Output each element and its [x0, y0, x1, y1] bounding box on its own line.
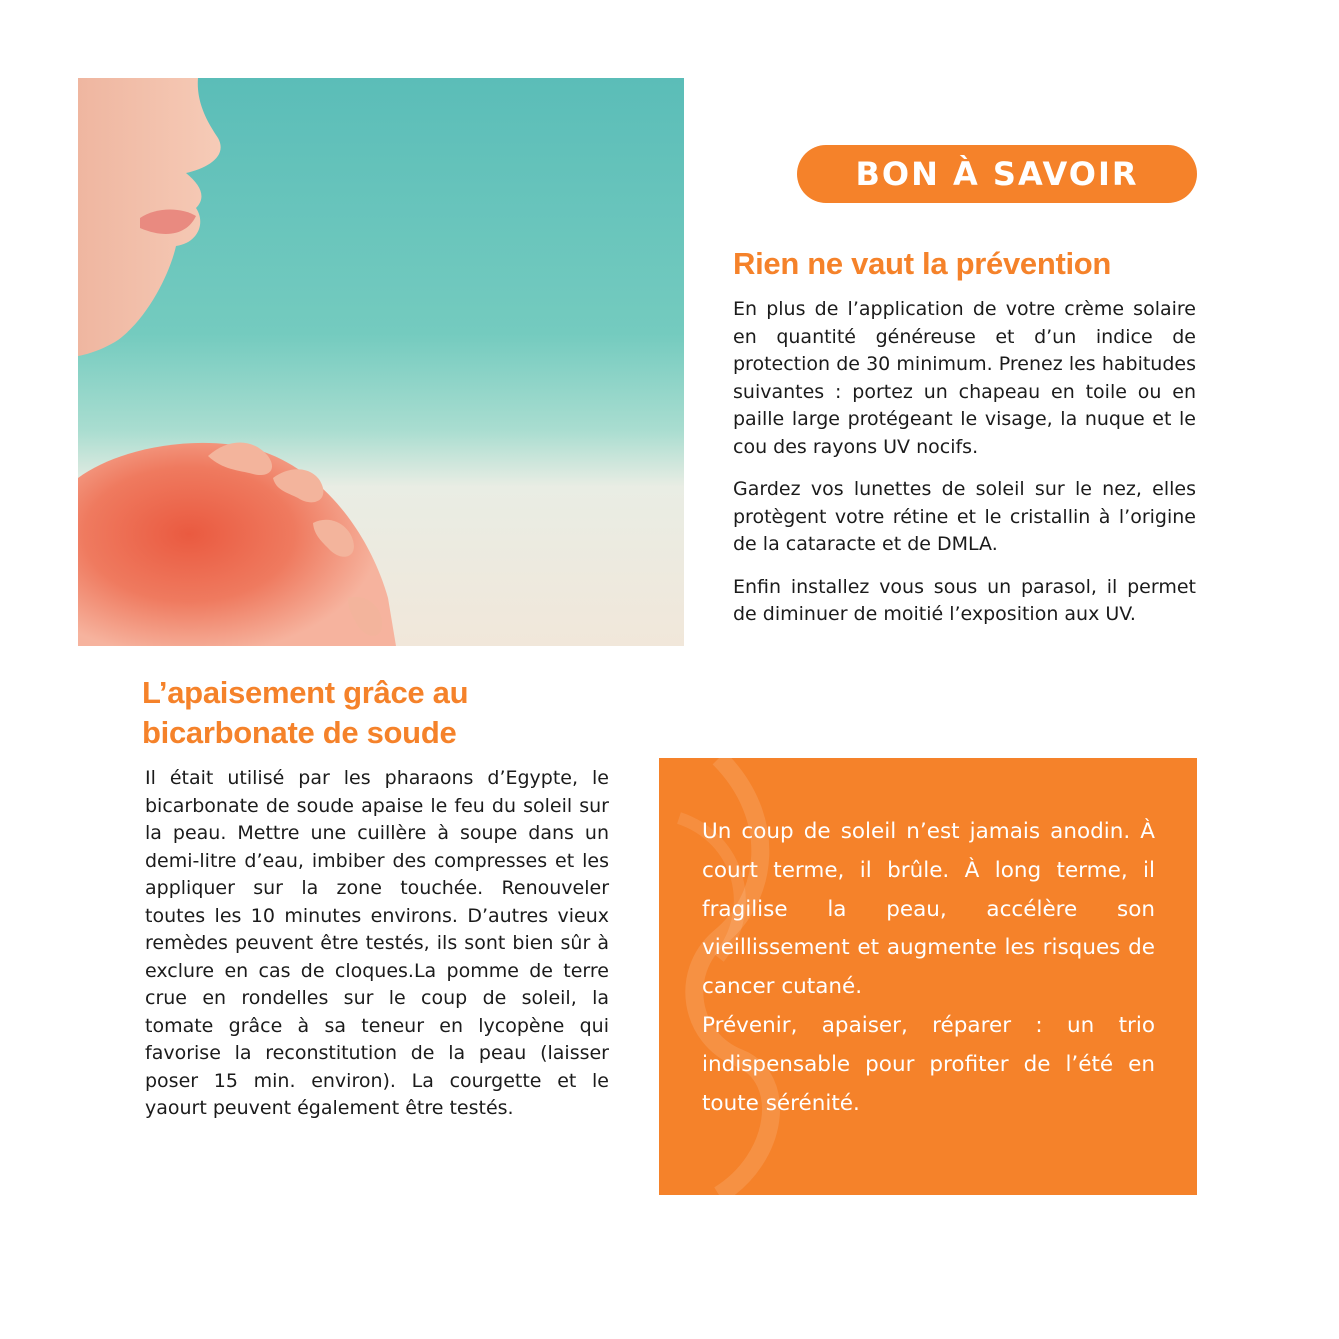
sunburn-illustration [78, 78, 684, 646]
callout-text [702, 813, 1155, 1123]
apaisement-title: L’apaisement grâce au bicarbonate de soude [142, 675, 469, 750]
callout-paragraph: Un coup de soleil n’est jamais anodin. À court terme, il brûle. À long terme, il fragilise la peau, accélère son vieillissement et augmente les risques de cancer cutané. [702, 819, 1155, 1000]
callout-paragraph: Prévenir, apaiser, réparer : un trio indispensable pour profiter de l’été en toute sérénité. [702, 1012, 1155, 1116]
callout-box [659, 758, 1197, 1195]
prevention-paragraph: Gardez vos lunettes de soleil sur le nez, elles protègent votre rétine et le cristallin à l’origine de la cataracte et de DMLA. [733, 478, 1196, 555]
prevention-paragraph: En plus de l’application de votre crème solaire en quantité généreuse et d’un indice de protection de 30 minimum. Prenez les habitudes suivantes : portez un chapeau en toile ou en paille large protégeant le visage, la nuque et le cou des rayons UV nocifs. [733, 298, 1196, 458]
prevention-paragraph: Enfin installez vous sous un parasol, il permet de diminuer de moitié l’exposition aux UV. [733, 575, 1196, 625]
bon-a-savoir-badge: BON À SAVOIR [797, 145, 1197, 203]
prevention-text [733, 296, 1196, 644]
sunburn-photo [78, 78, 684, 646]
apaisement-text: Il était utilisé par les pharaons d’Egypte, le bicarbonate de soude apaise le feu du soleil sur la peau. Mettre une cuillère à soupe dans un demi-litre d’eau, imbiber des compresses et les appliquer sur la zone touchée. Renouveler toutes les 10 minutes environs. D’autres vieux remèdes peuvent être testés, ils sont bien sûr à exclure en cas de cloques.La pomme de terre crue en rondelles sur le coup de soleil, la tomate grâce à sa teneur en lycopène qui favorise la reconstitution de la peau (laisser poser 15 min. environ). La courgette et le yaourt peuvent également être testés. [145, 767, 609, 1119]
prevention-title: Rien ne vaut la prévention [733, 246, 1112, 281]
